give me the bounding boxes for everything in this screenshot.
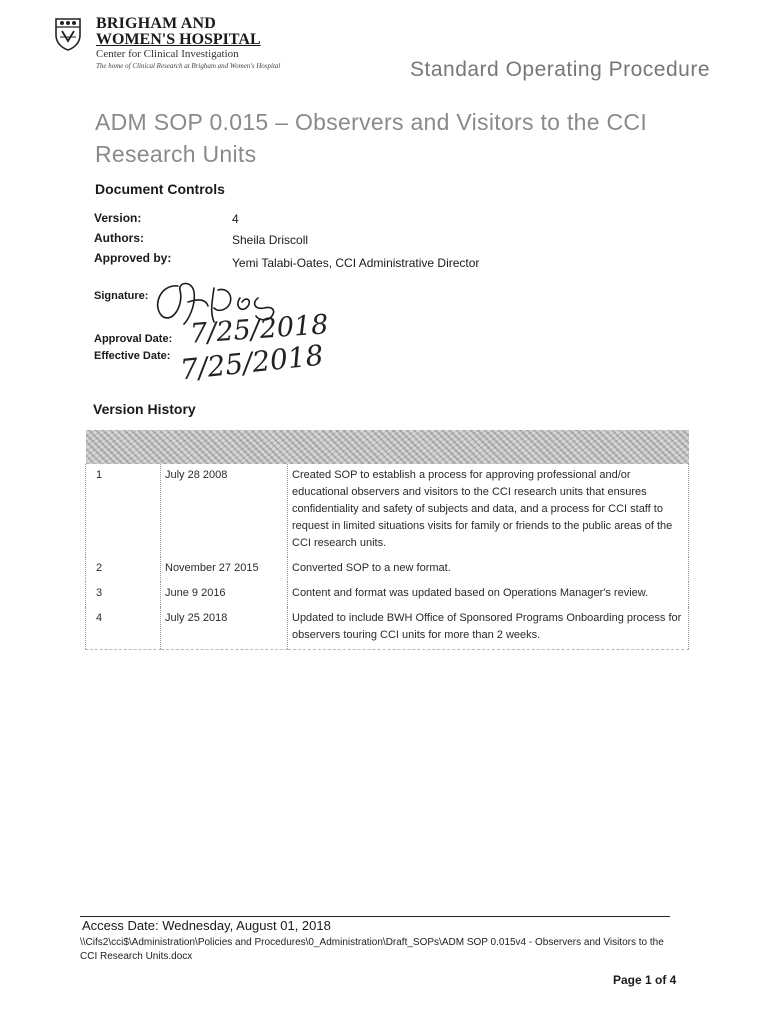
version-history-heading: Version History (93, 401, 196, 417)
row-version: 4 (86, 607, 161, 650)
table-row (86, 607, 689, 650)
sop-title: ADM SOP 0.015 – Observers and Visitors to the CCI Research Units (95, 109, 648, 167)
approved-by-label: Approved by: (94, 251, 172, 265)
document-controls-heading: Document Controls (95, 181, 225, 197)
footer-file-path: \\Cifs2\cci$\Administration\Policies and Procedures\0_Administration\Draft_SOPs\ADM SOP 0.015v4 - Observers and Visitors to the CCI Research Units.docx (80, 937, 664, 962)
effective-date-label: Effective Date: (94, 350, 171, 362)
row-date: June 9 2016 (161, 582, 288, 607)
row-description: Updated to include BWH Office of Sponsored Programs Onboarding process for observers touring CCI units for more than 2 weeks. (288, 607, 689, 650)
approval-date-label: Approval Date: (94, 333, 173, 345)
version-history-table (85, 430, 689, 650)
table-header-row (86, 430, 689, 464)
row-date: July 28 2008 (161, 464, 288, 557)
authors-value: Sheila Driscoll (232, 233, 309, 247)
page-number: Page 1 of 4 (613, 973, 677, 987)
table-row (86, 557, 689, 582)
footer-divider (80, 916, 670, 917)
row-version: 3 (86, 582, 161, 607)
obscured-header-cell (86, 430, 689, 464)
row-description: Content and format was updated based on Operations Manager's review. (288, 582, 689, 607)
effective-date-value: 7/25/2018 (178, 338, 325, 387)
version-value: 4 (232, 212, 239, 226)
hospital-shield-logo (54, 17, 82, 51)
row-description: Converted SOP to a new format. (288, 557, 689, 582)
approved-by-value: Yemi Talabi-Oates, CCI Administrative Director (232, 256, 480, 270)
org-name-line2: WOMEN'S HOSPITAL (96, 31, 261, 48)
row-description: Created SOP to establish a process for approving professional and/or educational observers and visitors to the CCI research units that ensures confidentiality and safety of subjects and data, and a process for CCI staff to request in limited situations visits for family or friends to the public areas of the CCI research units. (288, 464, 689, 557)
row-date: November 27 2015 (161, 557, 288, 582)
footer-access-date: Access Date: Wednesday, August 01, 2018 (82, 918, 331, 933)
approval-date-value: 7/25/2018 (189, 309, 330, 350)
signature-label: Signature: (94, 290, 149, 302)
authors-label: Authors: (94, 231, 144, 245)
document-type: Standard Operating Procedure (410, 58, 711, 81)
version-label: Version: (94, 211, 142, 225)
row-date: July 25 2018 (161, 607, 288, 650)
row-version: 2 (86, 557, 161, 582)
table-row (86, 582, 689, 607)
org-name-line1: BRIGHAM AND (96, 15, 216, 32)
org-department: Center for Clinical Investigation (96, 48, 239, 60)
table-row (86, 464, 689, 557)
row-version: 1 (86, 464, 161, 557)
org-tagline: The home of Clinical Research at Brigham and Women's Hospital (96, 62, 281, 70)
